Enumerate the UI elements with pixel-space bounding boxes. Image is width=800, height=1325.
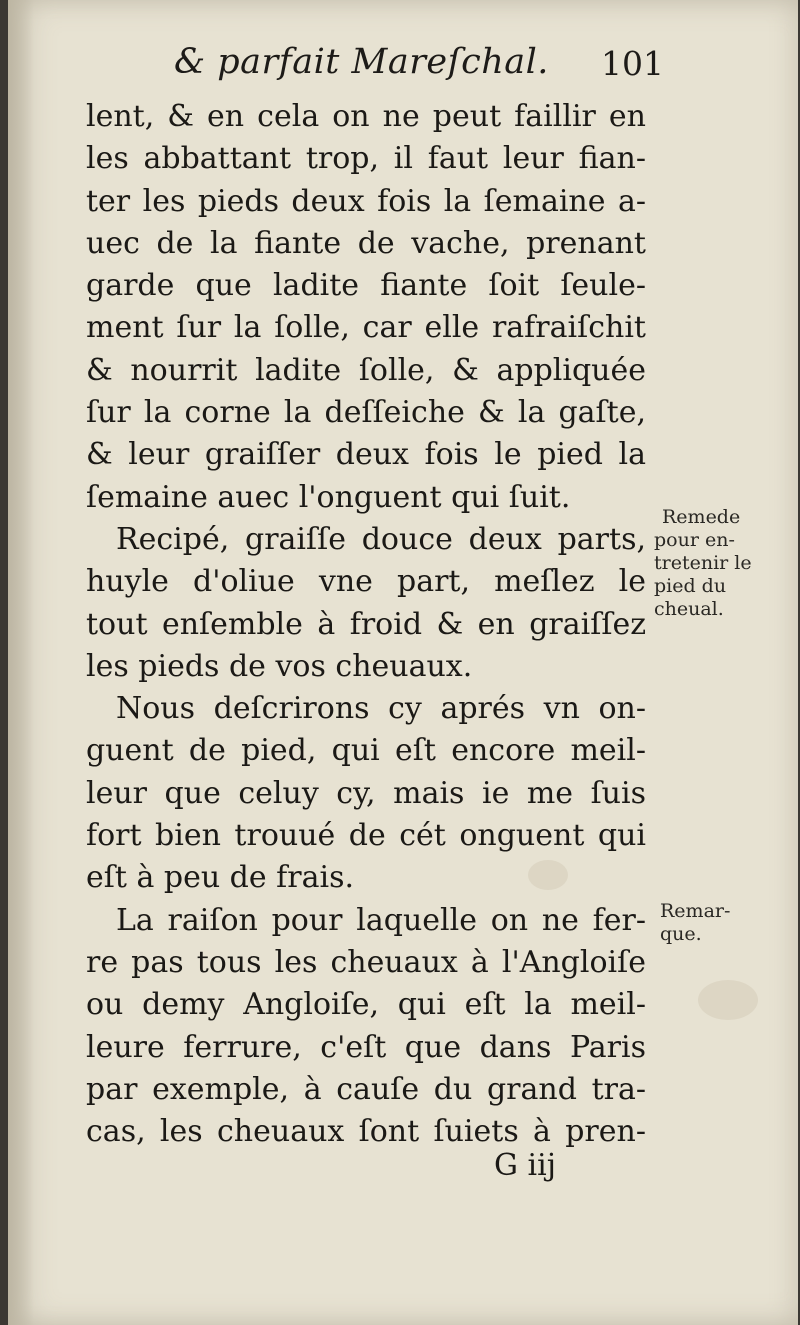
page-number: 101	[601, 44, 664, 83]
text-line: lent, & en cela on ne peut faillir en	[86, 99, 646, 134]
paper-stain	[698, 980, 758, 1020]
margin-note-line: Remede	[662, 506, 741, 528]
book-page	[8, 0, 798, 1325]
text-line: garde que ladite fiante ſoit ſeule-	[86, 268, 646, 304]
text-line: fort bien trouué de cét onguent qui	[86, 818, 646, 854]
margin-note-line: pour en-	[654, 529, 735, 551]
margin-note-line: Remar-	[660, 900, 731, 922]
text-line: guent de pied, qui eſt encore meil-	[86, 733, 646, 769]
text-line: eſt à peu de frais.	[86, 860, 355, 896]
text-line: & leur graiſſer deux fois le pied la	[86, 437, 646, 473]
text-line: cas, les cheuaux ſont ſuiets à pren-	[86, 1114, 646, 1150]
margin-note-line: cheual.	[654, 598, 724, 620]
text-line: uec de la fiante de vache, prenant	[86, 225, 646, 261]
running-title: & parfait Mareſchal.	[174, 42, 549, 82]
margin-note-remarque	[660, 900, 760, 946]
text-line: leur que celuy cy, mais ie me ſuis	[86, 775, 646, 811]
page-header	[174, 42, 664, 92]
text-line: ſur la corne la deſſeiche & la gaſte,	[86, 395, 646, 431]
body-text	[86, 96, 646, 1153]
text-line: par exemple, à cauſe du grand tra-	[86, 1071, 646, 1107]
text-line: les pieds de vos cheuaux.	[86, 648, 473, 684]
margin-note-line: que.	[660, 923, 702, 945]
text-line: huyle d'oliue vne part, meſlez le	[86, 564, 646, 600]
text-line: ou demy Angloiſe, qui eſt la meil-	[86, 987, 646, 1023]
text-line: tout enſemble à froid & en graiſſez	[86, 606, 646, 642]
margin-note-line: pied du	[654, 575, 727, 597]
paragraph-start-line: Recipé, graiſſe douce deux parts,	[116, 521, 646, 557]
text-line: ment ſur la ſolle, car elle rafraiſchit	[86, 310, 646, 346]
margin-note-remede	[654, 506, 774, 621]
text-line: ter les pieds deux fois la ſemaine a-	[86, 183, 646, 219]
text-line: les abbattant trop, il faut leur fian-	[86, 141, 646, 177]
paragraph-start-line: Nous deſcrirons cy aprés vn on-	[116, 691, 646, 727]
text-line: leure ferrure, c'eſt que dans Paris	[86, 1029, 646, 1065]
text-line: ſemaine auec l'onguent qui ſuit.	[86, 479, 571, 515]
margin-note-line: tretenir le	[654, 552, 752, 574]
paragraph-start-line: La raiſon pour laquelle on ne fer-	[116, 902, 646, 938]
text-line: re pas tous les cheuaux à l'Angloiſe	[86, 944, 646, 980]
text-line: & nourrit ladite ſolle, & appliquée	[86, 352, 646, 388]
signature-mark: G iij	[494, 1148, 556, 1183]
